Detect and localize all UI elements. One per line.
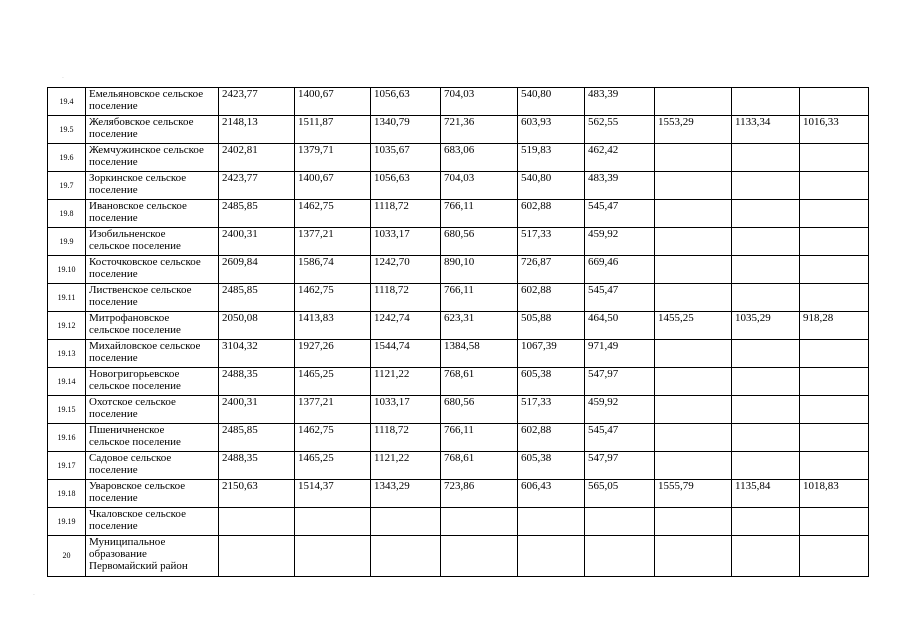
value-cell: 3104,32	[219, 340, 295, 368]
settlement-name-line: поселение	[89, 492, 138, 504]
settlement-name-line: поселение	[89, 464, 138, 476]
value-cell: 519,83	[518, 144, 585, 172]
value-cell	[732, 284, 800, 312]
value-cell: 1242,74	[371, 312, 441, 340]
value-cell: 540,80	[518, 172, 585, 200]
value-cell	[219, 508, 295, 536]
settlement-name-line: Садовое сельское	[89, 452, 172, 464]
value-cell: 2148,13	[219, 116, 295, 144]
value-cell	[441, 536, 518, 577]
value-cell	[655, 88, 732, 116]
value-cell: 565,05	[585, 480, 655, 508]
value-cell	[800, 452, 869, 480]
value-cell	[732, 256, 800, 284]
value-cell: 603,93	[518, 116, 585, 144]
value-cell: 1553,29	[655, 116, 732, 144]
value-cell	[732, 88, 800, 116]
table-row	[48, 200, 869, 228]
row-number: 19.18	[48, 480, 86, 508]
value-cell: 1033,17	[371, 396, 441, 424]
value-cell	[655, 144, 732, 172]
value-cell	[655, 368, 732, 396]
settlement-name	[86, 508, 219, 536]
value-cell: 766,11	[441, 200, 518, 228]
value-cell: 721,36	[441, 116, 518, 144]
value-cell: 1056,63	[371, 172, 441, 200]
value-cell: 623,31	[441, 312, 518, 340]
table-row	[48, 536, 869, 577]
value-cell	[371, 536, 441, 577]
settlement-name-line: Пшеничненское	[89, 424, 165, 436]
value-cell: 1033,17	[371, 228, 441, 256]
value-cell: 602,88	[518, 200, 585, 228]
value-cell: 766,11	[441, 284, 518, 312]
value-cell: 2400,31	[219, 228, 295, 256]
settlement-name-line: поселение	[89, 408, 138, 420]
settlement-name-line: Лиственское сельское	[89, 284, 192, 296]
value-cell	[732, 144, 800, 172]
value-cell: 768,61	[441, 368, 518, 396]
value-cell: 602,88	[518, 284, 585, 312]
table-row	[48, 396, 869, 424]
settlement-name	[86, 424, 219, 452]
value-cell: 459,92	[585, 228, 655, 256]
settlement-name-line: сельское поселение	[89, 380, 181, 392]
value-cell	[800, 144, 869, 172]
value-cell: 1400,67	[295, 88, 371, 116]
value-cell	[732, 200, 800, 228]
settlement-name	[86, 116, 219, 144]
value-cell: 2150,63	[219, 480, 295, 508]
value-cell: 680,56	[441, 396, 518, 424]
value-cell: 602,88	[518, 424, 585, 452]
table-row	[48, 508, 869, 536]
value-cell: 704,03	[441, 172, 518, 200]
row-number: 19.7	[48, 172, 86, 200]
value-cell: 517,33	[518, 396, 585, 424]
value-cell: 1121,22	[371, 452, 441, 480]
row-number: 19.14	[48, 368, 86, 396]
settlement-name	[86, 312, 219, 340]
value-cell	[518, 536, 585, 577]
value-cell: 1133,34	[732, 116, 800, 144]
value-cell: 890,10	[441, 256, 518, 284]
value-cell	[655, 284, 732, 312]
value-cell	[655, 452, 732, 480]
value-cell	[800, 536, 869, 577]
row-number: 19.13	[48, 340, 86, 368]
value-cell: 918,28	[800, 312, 869, 340]
value-cell: 971,49	[585, 340, 655, 368]
value-cell	[655, 536, 732, 577]
settlement-name-line: Митрофановское	[89, 312, 170, 324]
value-cell: 1377,21	[295, 228, 371, 256]
value-cell: 726,87	[518, 256, 585, 284]
settlement-name-line: Первомайский район	[89, 560, 188, 572]
value-cell	[800, 88, 869, 116]
value-cell: 1462,75	[295, 284, 371, 312]
value-cell: 1514,37	[295, 480, 371, 508]
value-cell	[371, 508, 441, 536]
value-cell	[732, 172, 800, 200]
settlement-name	[86, 368, 219, 396]
value-cell: 1465,25	[295, 368, 371, 396]
value-cell: 1118,72	[371, 424, 441, 452]
settlement-name-line: поселение	[89, 352, 138, 364]
value-cell: 766,11	[441, 424, 518, 452]
value-cell: 545,47	[585, 284, 655, 312]
value-cell: 1413,83	[295, 312, 371, 340]
settlement-name-line: образование	[89, 548, 147, 560]
value-cell: 2400,31	[219, 396, 295, 424]
value-cell: 605,38	[518, 452, 585, 480]
value-cell: 459,92	[585, 396, 655, 424]
value-cell: 545,47	[585, 200, 655, 228]
value-cell	[732, 452, 800, 480]
settlement-name-line: Желябовское сельское	[89, 116, 194, 128]
value-cell: 505,88	[518, 312, 585, 340]
table-row	[48, 172, 869, 200]
row-number: 19.16	[48, 424, 86, 452]
value-cell: 1118,72	[371, 200, 441, 228]
table-row	[48, 284, 869, 312]
value-cell	[732, 396, 800, 424]
value-cell: 2485,85	[219, 284, 295, 312]
value-cell: 540,80	[518, 88, 585, 116]
value-cell: 547,97	[585, 452, 655, 480]
value-cell: 1242,70	[371, 256, 441, 284]
value-cell	[800, 396, 869, 424]
value-cell	[219, 536, 295, 577]
value-cell: 517,33	[518, 228, 585, 256]
value-cell: 1377,21	[295, 396, 371, 424]
settlement-name-line: Михайловское сельское	[89, 340, 201, 352]
settlement-name-line: Новогригорьевское	[89, 368, 180, 380]
value-cell	[441, 508, 518, 536]
table-row	[48, 116, 869, 144]
value-cell: 1465,25	[295, 452, 371, 480]
value-cell	[295, 536, 371, 577]
value-cell	[295, 508, 371, 536]
value-cell	[800, 284, 869, 312]
settlement-name	[86, 480, 219, 508]
settlement-name-line: поселение	[89, 184, 138, 196]
value-cell: 1035,29	[732, 312, 800, 340]
settlement-name	[86, 228, 219, 256]
value-cell: 1121,22	[371, 368, 441, 396]
settlement-name	[86, 256, 219, 284]
settlement-name	[86, 144, 219, 172]
value-cell: 1379,71	[295, 144, 371, 172]
value-cell: 2423,77	[219, 88, 295, 116]
settlement-name	[86, 340, 219, 368]
value-cell: 1135,84	[732, 480, 800, 508]
value-cell	[732, 508, 800, 536]
value-cell	[732, 340, 800, 368]
row-number: 19.11	[48, 284, 86, 312]
settlement-name-line: Изобильненское	[89, 228, 166, 240]
row-number: 19.19	[48, 508, 86, 536]
value-cell: 1340,79	[371, 116, 441, 144]
settlement-name	[86, 536, 219, 577]
value-cell: 1384,58	[441, 340, 518, 368]
value-cell	[800, 256, 869, 284]
table-body	[48, 88, 869, 577]
value-cell: 669,46	[585, 256, 655, 284]
value-cell: 1343,29	[371, 480, 441, 508]
value-cell: 1462,75	[295, 200, 371, 228]
scan-speck: ·	[33, 592, 35, 599]
value-cell: 1056,63	[371, 88, 441, 116]
value-cell	[655, 424, 732, 452]
value-cell: 768,61	[441, 452, 518, 480]
settlement-name-line: поселение	[89, 520, 138, 532]
row-number: 19.8	[48, 200, 86, 228]
table-row	[48, 452, 869, 480]
row-number: 19.15	[48, 396, 86, 424]
row-number: 19.17	[48, 452, 86, 480]
row-number: 19.12	[48, 312, 86, 340]
value-cell	[585, 536, 655, 577]
value-cell: 1927,26	[295, 340, 371, 368]
settlement-name-line: Муниципальное	[89, 536, 166, 548]
table-row	[48, 312, 869, 340]
value-cell: 1018,83	[800, 480, 869, 508]
value-cell: 1586,74	[295, 256, 371, 284]
settlement-name	[86, 200, 219, 228]
value-cell: 1511,87	[295, 116, 371, 144]
value-cell: 605,38	[518, 368, 585, 396]
table-row	[48, 480, 869, 508]
value-cell: 1544,74	[371, 340, 441, 368]
row-number: 19.9	[48, 228, 86, 256]
settlement-name-line: поселение	[89, 296, 138, 308]
value-cell: 680,56	[441, 228, 518, 256]
value-cell: 2402,81	[219, 144, 295, 172]
settlement-name	[86, 284, 219, 312]
value-cell	[655, 340, 732, 368]
value-cell	[655, 172, 732, 200]
settlement-name	[86, 452, 219, 480]
value-cell: 2485,85	[219, 424, 295, 452]
value-cell: 2050,08	[219, 312, 295, 340]
value-cell	[732, 536, 800, 577]
settlement-name-line: поселение	[89, 268, 138, 280]
settlement-name-line: Косточковское сельское	[89, 256, 201, 268]
value-cell: 2423,77	[219, 172, 295, 200]
table-row	[48, 144, 869, 172]
value-cell	[518, 508, 585, 536]
settlement-name	[86, 172, 219, 200]
value-cell	[800, 200, 869, 228]
value-cell	[655, 228, 732, 256]
row-number: 19.10	[48, 256, 86, 284]
value-cell: 704,03	[441, 88, 518, 116]
value-cell: 1016,33	[800, 116, 869, 144]
settlement-name	[86, 88, 219, 116]
value-cell	[655, 256, 732, 284]
table-row	[48, 424, 869, 452]
row-number: 19.5	[48, 116, 86, 144]
value-cell: 1555,79	[655, 480, 732, 508]
settlement-name-line: поселение	[89, 100, 138, 112]
value-cell: 483,39	[585, 88, 655, 116]
value-cell	[732, 228, 800, 256]
value-cell	[800, 368, 869, 396]
value-cell: 2488,35	[219, 368, 295, 396]
value-cell: 2485,85	[219, 200, 295, 228]
value-cell: 606,43	[518, 480, 585, 508]
value-cell: 2488,35	[219, 452, 295, 480]
table-row	[48, 88, 869, 116]
value-cell	[800, 340, 869, 368]
value-cell: 547,97	[585, 368, 655, 396]
value-cell	[800, 424, 869, 452]
value-cell: 2609,84	[219, 256, 295, 284]
value-cell: 1067,39	[518, 340, 585, 368]
value-cell: 1118,72	[371, 284, 441, 312]
value-cell: 723,86	[441, 480, 518, 508]
value-cell: 1035,67	[371, 144, 441, 172]
value-cell: 1400,67	[295, 172, 371, 200]
table-row	[48, 368, 869, 396]
settlement-name	[86, 396, 219, 424]
table-row	[48, 340, 869, 368]
value-cell: 683,06	[441, 144, 518, 172]
row-number: 19.4	[48, 88, 86, 116]
scan-speck: ·	[62, 75, 64, 82]
value-cell: 562,55	[585, 116, 655, 144]
settlement-name-line: Уваровское сельское	[89, 480, 186, 492]
value-cell: 1455,25	[655, 312, 732, 340]
value-cell	[800, 172, 869, 200]
settlement-name-line: поселение	[89, 128, 138, 140]
value-cell: 545,47	[585, 424, 655, 452]
row-number: 20	[48, 536, 86, 577]
settlement-name-line: поселение	[89, 156, 138, 168]
value-cell: 1462,75	[295, 424, 371, 452]
settlement-name-line: Емельяновское сельское	[89, 88, 204, 100]
value-cell: 462,42	[585, 144, 655, 172]
value-cell	[585, 508, 655, 536]
table-row	[48, 256, 869, 284]
settlement-name-line: сельское поселение	[89, 324, 181, 336]
tariff-table	[47, 87, 869, 577]
settlement-name-line: Ивановское сельское	[89, 200, 187, 212]
value-cell: 464,50	[585, 312, 655, 340]
value-cell	[732, 368, 800, 396]
value-cell	[800, 228, 869, 256]
row-number: 19.6	[48, 144, 86, 172]
value-cell	[732, 424, 800, 452]
value-cell	[655, 508, 732, 536]
settlement-name-line: Чкаловское сельское	[89, 508, 186, 520]
settlement-name-line: сельское поселение	[89, 436, 181, 448]
value-cell	[655, 200, 732, 228]
settlement-name-line: поселение	[89, 212, 138, 224]
settlement-name-line: сельское поселение	[89, 240, 181, 252]
value-cell: 483,39	[585, 172, 655, 200]
settlement-name-line: Охотское сельское	[89, 396, 176, 408]
value-cell	[800, 508, 869, 536]
table-row	[48, 228, 869, 256]
value-cell	[655, 396, 732, 424]
settlement-name-line: Жемчужинское сельское	[89, 144, 204, 156]
settlement-name-line: Зоркинское сельское	[89, 172, 187, 184]
